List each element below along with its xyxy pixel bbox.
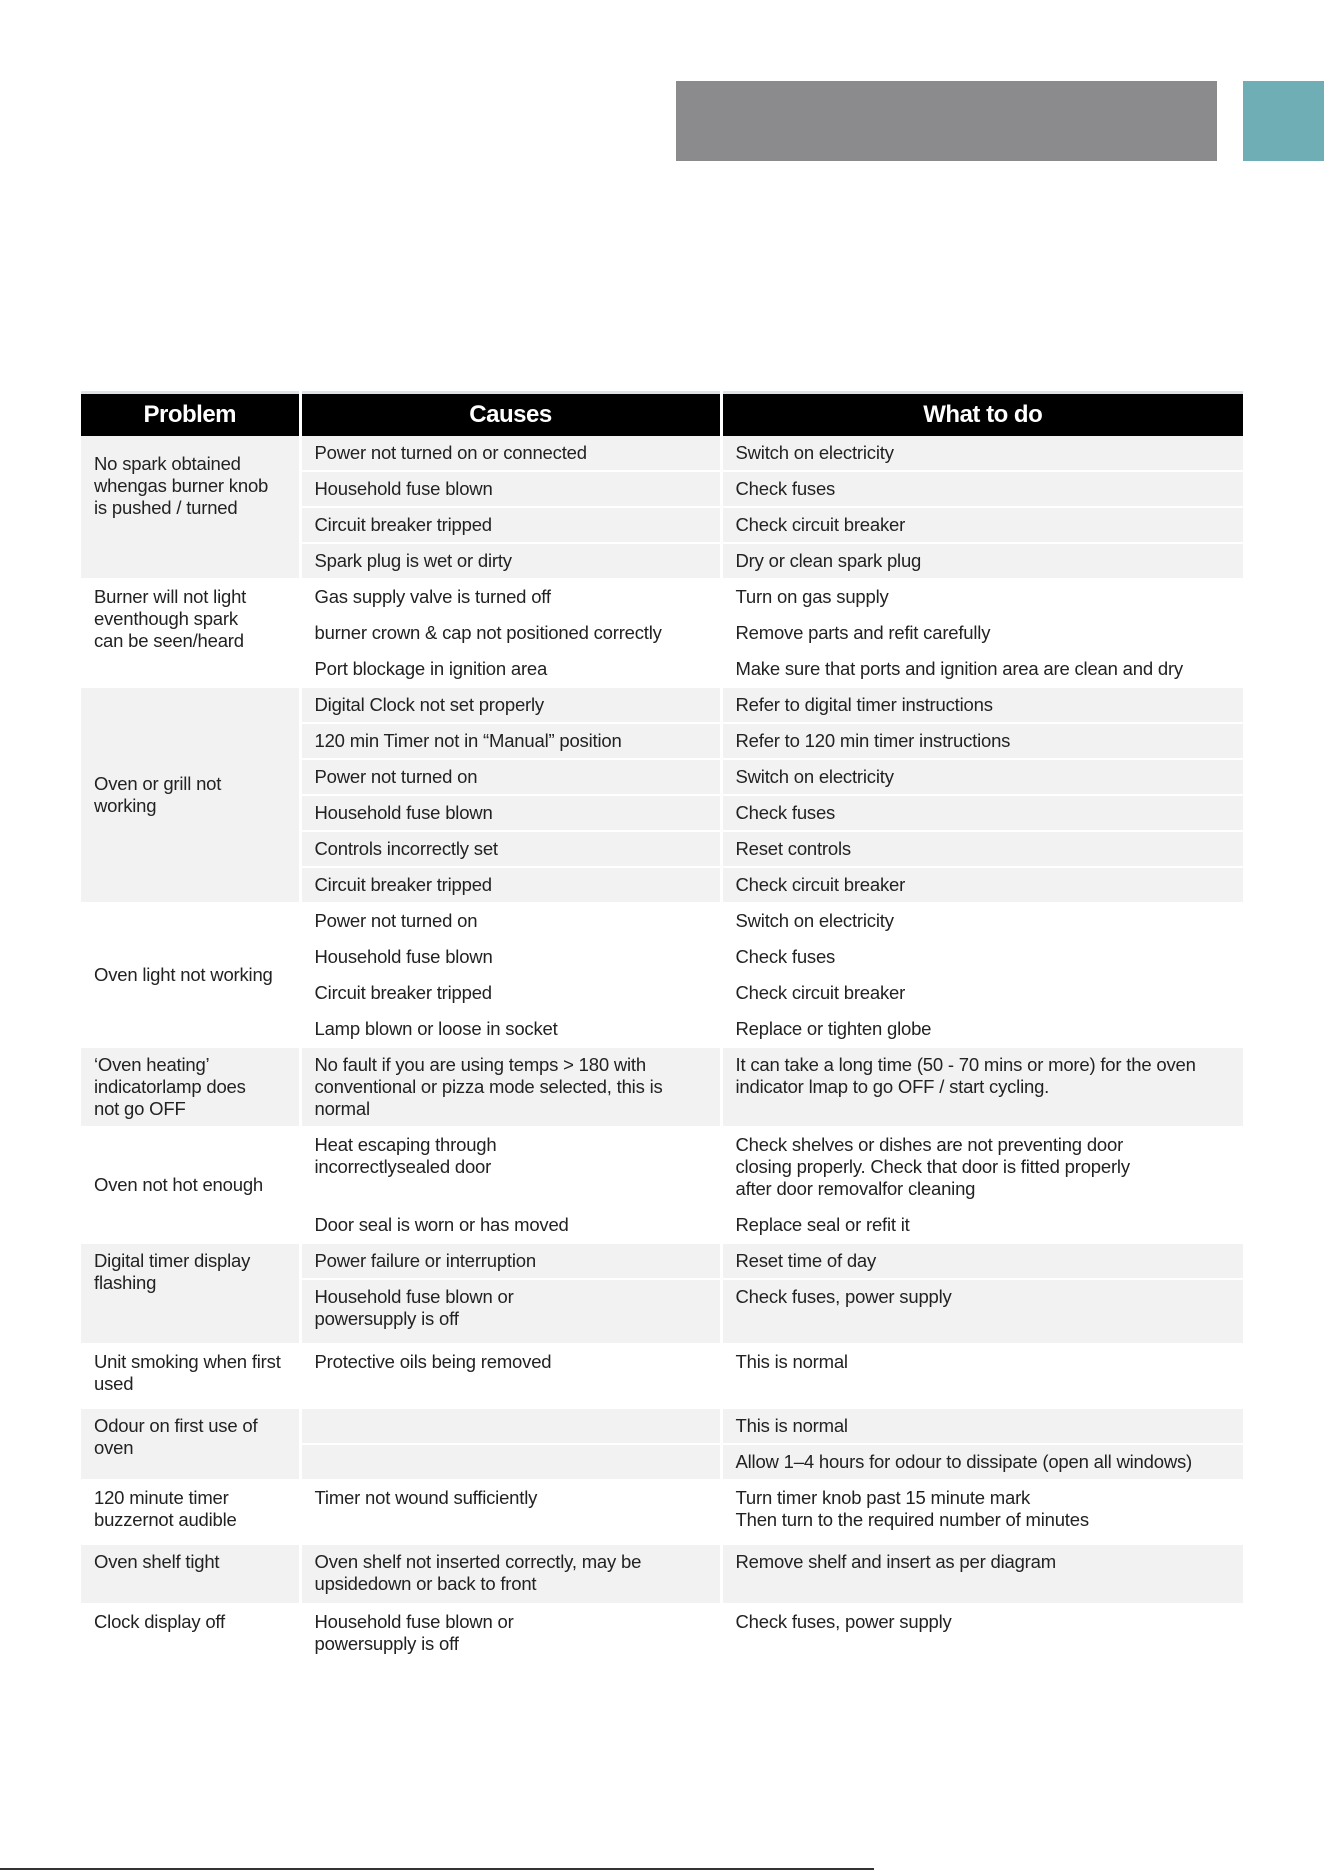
action-cell: Replace seal or refit it	[721, 1207, 1243, 1243]
cause-cell: Port blockage in ignition area	[300, 651, 721, 687]
action-cell: Switch on electricity	[721, 759, 1243, 795]
table-row	[81, 1408, 1243, 1444]
cause-cell: 120 min Timer not in “Manual” position	[300, 723, 721, 759]
cause-cell: Circuit breaker tripped	[300, 507, 721, 543]
table-row	[81, 1344, 1243, 1408]
cause-cell: Household fuse blown	[300, 795, 721, 831]
action-cell: Remove shelf and insert as per diagram	[721, 1544, 1243, 1604]
header-what-to-do: What to do	[721, 393, 1243, 437]
action-cell: Check fuses	[721, 795, 1243, 831]
action-cell: Reset time of day	[721, 1243, 1243, 1279]
action-cell: Reset controls	[721, 831, 1243, 867]
table-row	[81, 903, 1243, 939]
action-cell: Make sure that ports and ignition area are clean and dry	[721, 651, 1243, 687]
action-cell: Refer to 120 min timer instructions	[721, 723, 1243, 759]
action-cell: It can take a long time (50 - 70 mins or more) for the oven indicator lmap to go OFF / start cycling.	[721, 1047, 1243, 1127]
problem-cell: Digital timer display flashing	[81, 1243, 300, 1344]
cause-cell	[300, 1408, 721, 1444]
cause-cell: Oven shelf not inserted correctly, may be upsidedown or back to front	[300, 1544, 721, 1604]
action-cell: This is normal	[721, 1408, 1243, 1444]
table-body	[81, 436, 1243, 1664]
action-cell: Allow 1–4 hours for odour to dissipate (open all windows)	[721, 1444, 1243, 1480]
cause-cell: Lamp blown or loose in socket	[300, 1011, 721, 1047]
cause-cell: burner crown & cap not positioned correctly	[300, 615, 721, 651]
problem-cell: Burner will not light eventhough spark can be seen/heard	[81, 579, 300, 687]
action-cell: Check circuit breaker	[721, 975, 1243, 1011]
header-bar	[676, 81, 1217, 161]
action-cell: This is normal	[721, 1344, 1243, 1408]
problem-cell: Oven not hot enough	[81, 1127, 300, 1243]
action-cell: Refer to digital timer instructions	[721, 687, 1243, 723]
table-row	[81, 1604, 1243, 1664]
action-cell: Check fuses, power supply	[721, 1604, 1243, 1664]
action-cell: Check circuit breaker	[721, 507, 1243, 543]
cause-cell: Timer not wound sufficiently	[300, 1480, 721, 1544]
problem-cell: Oven shelf tight	[81, 1544, 300, 1604]
table-row	[81, 1243, 1243, 1279]
footer-rule	[0, 1868, 874, 1870]
action-cell: Replace or tighten globe	[721, 1011, 1243, 1047]
cause-cell	[300, 1444, 721, 1480]
action-cell: Check fuses	[721, 939, 1243, 975]
action-cell: Check fuses	[721, 471, 1243, 507]
table-row	[81, 436, 1243, 471]
problem-cell: Odour on first use of oven	[81, 1408, 300, 1480]
cause-cell: No fault if you are using temps > 180 with conventional or pizza mode selected, this is normal	[300, 1047, 721, 1127]
action-cell: Turn on gas supply	[721, 579, 1243, 615]
problem-cell: Oven or grill not working	[81, 687, 300, 903]
cause-cell: Heat escaping through incorrectlysealed door	[300, 1127, 721, 1207]
action-cell: Turn timer knob past 15 minute mark Then turn to the required number of minutes	[721, 1480, 1243, 1544]
cause-cell: Spark plug is wet or dirty	[300, 543, 721, 579]
action-cell: Check fuses, power supply	[721, 1279, 1243, 1344]
action-cell: Switch on electricity	[721, 436, 1243, 471]
section-tab	[1243, 81, 1324, 161]
cause-cell: Power not turned on or connected	[300, 436, 721, 471]
problem-cell: Clock display off	[81, 1604, 300, 1664]
table-header-row	[81, 393, 1243, 437]
action-cell: Check circuit breaker	[721, 867, 1243, 903]
table-row	[81, 687, 1243, 723]
table-row	[81, 1047, 1243, 1127]
problem-cell: Oven light not working	[81, 903, 300, 1047]
action-cell: Remove parts and refit carefully	[721, 615, 1243, 651]
cause-cell: Circuit breaker tripped	[300, 867, 721, 903]
cause-cell: Door seal is worn or has moved	[300, 1207, 721, 1243]
action-cell: Check shelves or dishes are not preventing door closing properly. Check that door is fitted properly after door removalfor cleaning	[721, 1127, 1243, 1207]
header-causes: Causes	[300, 393, 721, 437]
cause-cell: Gas supply valve is turned off	[300, 579, 721, 615]
header-problem: Problem	[81, 393, 300, 437]
cause-cell: Household fuse blown	[300, 471, 721, 507]
cause-cell: Controls incorrectly set	[300, 831, 721, 867]
cause-cell: Circuit breaker tripped	[300, 975, 721, 1011]
problem-cell: 120 minute timer buzzernot audible	[81, 1480, 300, 1544]
cause-cell: Protective oils being removed	[300, 1344, 721, 1408]
table-row	[81, 1544, 1243, 1604]
cause-cell: Digital Clock not set properly	[300, 687, 721, 723]
table-row	[81, 579, 1243, 615]
problem-cell: ‘Oven heating’ indicatorlamp does not go OFF	[81, 1047, 300, 1127]
cause-cell: Power not turned on	[300, 759, 721, 795]
table-row	[81, 1480, 1243, 1544]
cause-cell: Power failure or interruption	[300, 1243, 721, 1279]
troubleshooting-table	[81, 391, 1243, 1665]
table-row	[81, 1127, 1243, 1207]
problem-cell: Unit smoking when first used	[81, 1344, 300, 1408]
action-cell: Switch on electricity	[721, 903, 1243, 939]
cause-cell: Household fuse blown or powersupply is off	[300, 1604, 721, 1664]
cause-cell: Household fuse blown or powersupply is off	[300, 1279, 721, 1344]
cause-cell: Power not turned on	[300, 903, 721, 939]
cause-cell: Household fuse blown	[300, 939, 721, 975]
problem-cell: No spark obtained whengas burner knob is pushed / turned	[81, 436, 300, 579]
action-cell: Dry or clean spark plug	[721, 543, 1243, 579]
